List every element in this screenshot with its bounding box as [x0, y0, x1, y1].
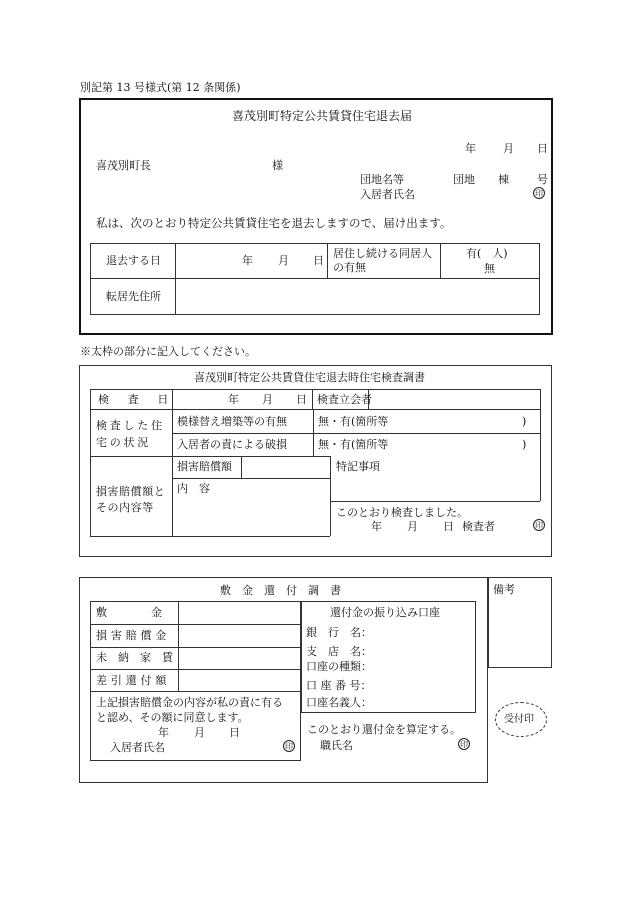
building-danchi: 団地	[453, 173, 475, 186]
notice-statement: 私は、次のとおり特定公共賃貸住宅を退去しますので、届け出ます。	[96, 216, 452, 230]
damage-amount-label: 損害賠償額	[177, 460, 232, 473]
deposit-row-label: 敷 金	[96, 606, 162, 619]
notice-date-year: 年	[465, 142, 476, 155]
consent-line-2: と認め、その額に同意します。	[96, 711, 249, 724]
seal-mark: 印	[535, 189, 543, 198]
leave-date-label: 退去する日	[106, 254, 161, 267]
honorific: 様	[272, 159, 283, 172]
inspector-date-day[interactable]: 日	[443, 520, 454, 533]
resident-name-label: 入居者氏名	[110, 741, 165, 754]
resident-name-label: 入居者氏名	[360, 188, 415, 201]
bank-field-label: 銀 行 名：	[306, 626, 372, 639]
inspection-date-year[interactable]: 年	[228, 393, 239, 406]
received-stamp-label: 受付印	[504, 714, 534, 725]
inspection-date-label: 検 査 日	[98, 393, 173, 406]
cohabitant-yes[interactable]: 有( 人)	[466, 247, 508, 260]
bank-field-label: 口座名義人：	[306, 696, 372, 709]
damage-content-label: 内 容	[177, 482, 210, 495]
bank-field-label: 口座の種類：	[306, 660, 372, 673]
inspection-item-close: )	[522, 438, 527, 451]
inspection-title: 喜茂別町特定公共賃貸住宅退去時住宅検査調書	[194, 371, 425, 384]
notice-date-month: 月	[503, 142, 514, 155]
consent-date-month[interactable]: 月	[194, 726, 205, 739]
inspection-certification: このとおり検査しました。	[336, 506, 468, 519]
bank-field-label: 支 店 名：	[306, 645, 372, 658]
leave-date-year[interactable]: 年	[242, 254, 253, 267]
consent-date-day[interactable]: 日	[229, 726, 240, 739]
deposit-title: 敷 金 還 付 調 書	[220, 584, 341, 597]
building-label: 団地名等	[360, 173, 404, 186]
damage-label: 損害賠償額とその内容等	[96, 485, 166, 514]
remarks-label: 備考	[493, 583, 515, 596]
deposit-row-label: 差引還付額	[96, 674, 171, 687]
inspection-item-value[interactable]: 無・有(箇所等	[318, 415, 389, 428]
deposit-row-label: 損害賠償金	[96, 629, 171, 642]
building-go: 号	[537, 173, 548, 186]
fill-instruction: ※太枠の部分に記入してください。	[80, 345, 256, 358]
seal-mark: 印	[535, 521, 543, 530]
cohabitant-no[interactable]: 無	[484, 262, 495, 275]
deposit-row-label: 未 納 家 賃	[96, 651, 173, 664]
calc-statement: このとおり還付金を算定する。	[307, 723, 461, 736]
inspector-label: 検査者	[462, 520, 495, 533]
inspection-item-close: )	[522, 415, 527, 428]
new-address-label: 転居先住所	[106, 290, 161, 303]
consent-line-1: 上記損害賠償金の内容が私の責に有る	[96, 696, 283, 709]
witness-label: 検査立会者	[317, 393, 372, 406]
inspection-item-label: 模様替え増築等の有無	[177, 415, 287, 428]
leave-date-day[interactable]: 日	[313, 254, 324, 267]
special-notes-label: 特記事項	[336, 460, 380, 473]
refund-account-title: 還付金の振り込み口座	[330, 606, 440, 619]
staff-name-label: 職氏名	[320, 739, 353, 752]
condition-label: 検査した住宅の状況	[96, 419, 165, 449]
notice-date-day: 日	[537, 142, 548, 155]
inspection-item-label: 入居者の責による破損	[177, 438, 287, 451]
cohabitant-label: 居住し続ける同居人の有無	[333, 247, 432, 274]
inspector-date-year[interactable]: 年	[371, 520, 382, 533]
consent-date-year[interactable]: 年	[158, 726, 169, 739]
inspection-date-day[interactable]: 日	[296, 393, 307, 406]
building-to: 棟	[498, 173, 509, 186]
seal-mark: 印	[460, 740, 468, 749]
form-number: 別記第 13 号様式(第 12 条関係)	[80, 81, 241, 94]
inspection-item-value[interactable]: 無・有(箇所等	[318, 438, 389, 451]
notice-title: 喜茂別町特定公共賃貸住宅退去届	[232, 109, 413, 123]
bank-field-label: 口 座 番 号：	[306, 679, 372, 692]
leave-date-month[interactable]: 月	[278, 254, 289, 267]
inspection-date-month[interactable]: 月	[262, 393, 273, 406]
inspector-date-month[interactable]: 月	[407, 520, 418, 533]
seal-mark: 印	[285, 742, 293, 751]
recipient: 喜茂別町長	[96, 159, 151, 172]
